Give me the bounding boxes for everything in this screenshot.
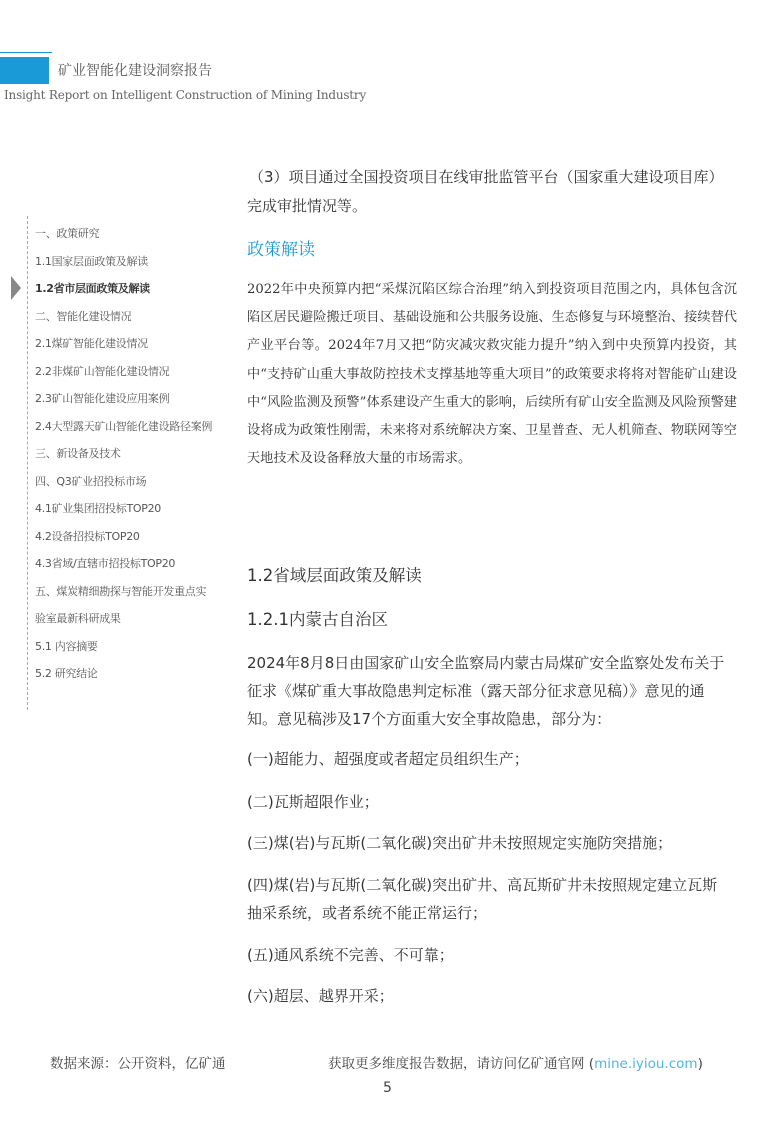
section-title: 政策解读 bbox=[247, 240, 315, 260]
heading-level2: 1.2省域层面政策及解读 bbox=[247, 566, 422, 585]
toc-item[interactable]: 2.4大型露天矿山智能化建设路径案例 bbox=[35, 419, 213, 433]
toc-item[interactable]: 2.2非煤矿山智能化建设情况 bbox=[35, 364, 170, 378]
toc-item-active[interactable]: 1.2省市层面政策及解读 bbox=[35, 282, 150, 295]
hazard-item: (四)煤(岩)与瓦斯(二氧化碳)突出矿井、高瓦斯矿井未按照规定建立瓦斯抽采系统，或者系统不能正常运行； bbox=[247, 876, 718, 922]
header-accent-line bbox=[0, 52, 52, 53]
report-title: 矿业智能化建设洞察报告 bbox=[58, 63, 212, 79]
toc-current-marker-icon bbox=[11, 276, 21, 300]
notice-paragraph: 2024年8月8日由国家矿山安全监察局内蒙古局煤矿安全监察处发布关于征求《煤矿重大事故隐患判定标准（露天部分征求意见稿）》意见的通知。意见稿涉及17个方面重大安全事故隐患，部分为： bbox=[247, 654, 725, 728]
table-of-contents bbox=[35, 225, 235, 693]
toc-item[interactable]: 二、智能化建设情况 bbox=[35, 309, 132, 323]
hazard-item: (三)煤(岩)与瓦斯(二氧化碳)突出矿井未按照规定实施防突措施； bbox=[247, 834, 673, 852]
toc-item[interactable]: 一、政策研究 bbox=[35, 227, 100, 240]
toc-item[interactable]: 五、煤炭精细勘探与智能开发重点实 bbox=[35, 584, 207, 598]
more-info bbox=[328, 1052, 703, 1072]
more-info-prefix: 获取更多维度报告数据，请访问亿矿通官网 ( bbox=[328, 1056, 595, 1072]
hazard-item: (六)超层、越界开采； bbox=[247, 987, 394, 1005]
hazard-item: (一)超能力、超强度或者超定员组织生产； bbox=[247, 750, 529, 768]
toc-item[interactable]: 4.2设备招投标TOP20 bbox=[35, 529, 140, 543]
toc-divider bbox=[27, 216, 28, 710]
approval-paragraph: （3）项目通过全国投资项目在线审批监管平台（国家重大建设项目库）完成审批情况等。 bbox=[247, 168, 724, 215]
interpretation-paragraph: 2022年中央预算内把“采煤沉陷区综合治理”纳入到投资项目范围之内，具体包含沉陷区居民避险搬迁项目、基础设施和公共服务设施、生态修复与环境整治、接续替代产业平台等。2024年7月又把“防灾减灾救灾能力提升”纳入到中央预算内投资，其中“支持矿山重大事故防控技术支撑基地等重大项目”的政策要求将将对智能矿山建设中“风险监测及预警”体系建设产生重大的影响，后续所有矿山安全监测及风险预警建设将成为政策性刚需，未来将对系统解决方案、卫星普查、无人机筛查、物联网等空天地技术及设备释放大量的市场需求。 bbox=[247, 282, 737, 467]
toc-item[interactable]: 4.3省域/直辖市招投标TOP20 bbox=[35, 557, 176, 570]
website-link[interactable]: mine.iyiou.com bbox=[594, 1056, 698, 1072]
toc-item[interactable]: 1.1国家层面政策及解读 bbox=[35, 254, 148, 268]
toc-item[interactable]: 2.3矿山智能化建设应用案例 bbox=[35, 392, 170, 405]
toc-item[interactable]: 四、Q3矿业招投标市场 bbox=[35, 474, 147, 488]
data-source: 数据来源：公开资料，亿矿通 bbox=[50, 1056, 226, 1072]
heading-level3: 1.2.1内蒙古自治区 bbox=[247, 610, 388, 629]
toc-item[interactable]: 2.1煤矿智能化建设情况 bbox=[35, 337, 148, 350]
toc-item[interactable]: 4.1矿业集团招投标TOP20 bbox=[35, 502, 162, 515]
toc-item[interactable]: 5.2 研究结论 bbox=[35, 667, 98, 680]
report-subtitle: Insight Report on Intelligent Construction of Mining Industry bbox=[4, 88, 367, 102]
toc-item[interactable]: 验室最新科研成果 bbox=[35, 612, 121, 625]
header-accent-block bbox=[0, 57, 49, 84]
toc-item[interactable]: 三、新设备及技术 bbox=[35, 447, 121, 460]
toc-item[interactable]: 5.1 内容摘要 bbox=[35, 639, 98, 653]
page-number: 5 bbox=[383, 1080, 392, 1096]
hazard-item: (五)通风系统不完善、不可靠； bbox=[247, 946, 454, 964]
hazard-item: (二)瓦斯超限作业； bbox=[247, 793, 379, 811]
more-info-suffix: ) bbox=[697, 1056, 703, 1072]
